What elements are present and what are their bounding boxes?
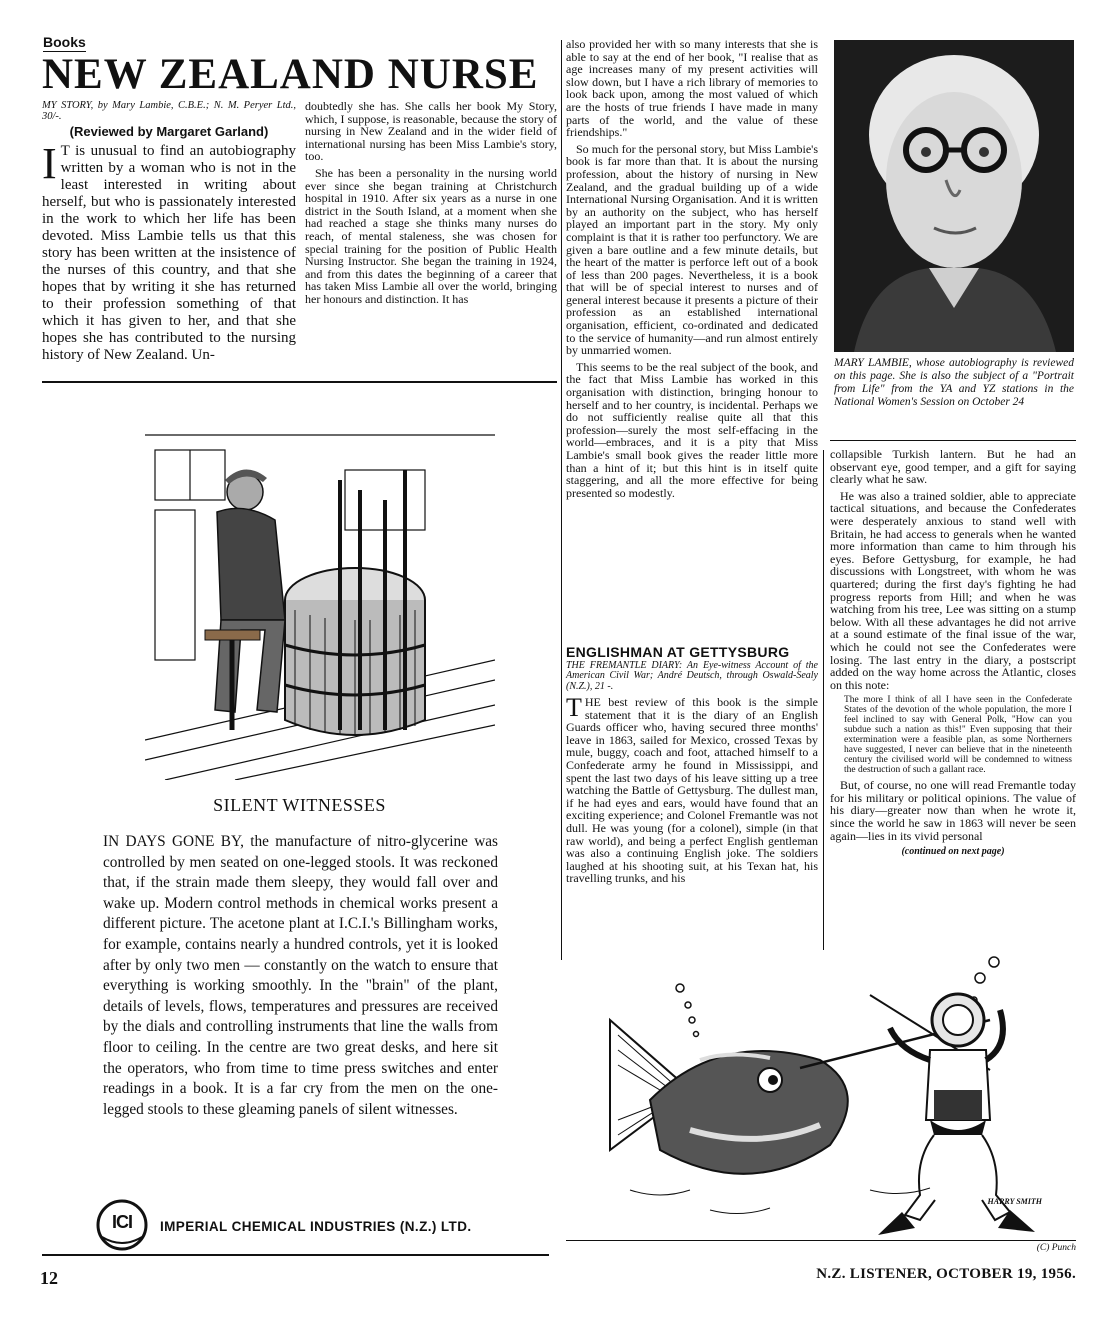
column-rule: [823, 450, 824, 950]
drop-cap: I: [42, 138, 57, 188]
drop-cap: T: [566, 693, 582, 723]
caption-rule: [830, 440, 1076, 441]
continued-note: (continued on next page): [901, 846, 1005, 858]
paragraph: So much for the personal story, but Miss Lambie's book is far more than that. It is about the nursing profession, about the history of nursing in New Zealand, and the gradual building up of a wide International Nursing Organisation. And it is written by an authority on the subject, who has herself played an important part in the story. My only complaint is that it is rather too perfunctory. We are given a bare outline and a few minute details, but the heart of the matter is perforce left out of a book of less than 200 pages. Nevertheless, it is a book that will be of special interest to nurses and of general interest because it presents a picture of their profession as an established international organisation, efficient, co-ordinated and dedicated to the service of humanity—and run almost entirely by unmarried women.: [566, 141, 818, 358]
ad-title: SILENT WITNESSES: [213, 795, 386, 815]
reviewer-credit: (Reviewed by Margaret Garland): [69, 124, 269, 139]
portrait-photo: [834, 40, 1074, 352]
paragraph: This seems to be the real subject of the book, and the fact that Miss Lambie has worked in this organisation with distinction, bringing honour to herself and to her country, is incidental. Perhaps we do not sufficiently realise quite all that this profession—surely the most self-effacing in the world—embraces, and it is a pity that Miss Lambie's small book gives the reader little more than a hint of it; but this hint is in itself quite staggering, and all the more effective for being presented so modestly.: [566, 359, 818, 500]
photo-caption: MARY LAMBIE, whose autobiography is reviewed on this page. She is also the subject of a "Portrait from Life" from the YA and YZ stations in the National Women's Session on October 24: [834, 357, 1074, 408]
paragraph: also provided her with so many interests that she is able to say at the end of her book, "I realise that as age increases many of my present activities will slow down, but I have a rich library of memories to look back upon, among the most valued of which are the hosts of true friends I have made in many parts of the world, and the value of these friendships.": [566, 37, 818, 140]
cartoonist-signature: HARRY SMITH: [987, 1197, 1042, 1206]
review-column-3: [566, 38, 818, 503]
cartoon: [570, 950, 1076, 1240]
section-label: Books: [43, 34, 86, 50]
review-column-1: [42, 100, 296, 364]
paragraph: But, of course, no one will read Fremantle today for his military or political opinions. The value of his diary—greater now than when he wrote it, since the world he saw in 1863 will never be seen again—lies in its vivid personal: [830, 778, 1076, 843]
review-2-column-1: [566, 646, 818, 885]
review-byline: THE FREMANTLE DIARY: An Eye-witness Account of the American Civil War; André Deutsch, through Oswald-Sealy (N.Z.), 21 -.: [566, 659, 818, 692]
ici-logo-text: ICI: [111, 1212, 132, 1232]
lead-text: HE best review of this book is the simple statement that it is the diary of an English Guards officer who, having secured three months' leave in 1863, sailed for Mexico, crossed Texas by mule, buggy, coach and foot, attached himself to a Confederate army he found in Mississippi, and spent the last two days of his leave sitting up a tree watching the Battle of Gettysburg. The dullest man, if he had eyes and ears, would have found that an exciting experience; and Colonel Fremantle was not dull. He was young (for a colonel), simple (in that raw world), and being a perfect English gentleman was also a continuing English joke. The soldiers laughed at his shooting suit, at his Texan hat, his travelling trunks, and his: [566, 695, 818, 886]
lead-text: T is unusual to find an autobiography written by a woman who is not in the least interested in writing about herself, but who is passionately interested in the work to which her life has been devoted. Miss Lambie tells us that this story has been written at the insistence of the nurses of this country, and that she hopes that by writing it she has returned to their profession something of that which it has given to her, and that she hopes she has contributed to the nursing history of New Zealand. Un-: [42, 142, 296, 363]
worker-illustration: [145, 430, 495, 780]
ici-logo: [96, 1199, 148, 1251]
ad-bottom-rule: [42, 1254, 549, 1256]
ad-body: IN DAYS GONE BY, the manufacture of nitro-glycerine was controlled by men seated on one-legged stools. It was reckoned that, if the strain made them sleepy, they would fall over and wake up. Modern control methods in chemical works present a different picture. The acetone plant at I.C.I.'s Billingham works, for example, contains nearly a hundred controls, yet it is looked after by only two men — constantly on the watch to ensure that everything is working smoothly. In the "brain" of the plant, details of levels, flows, temperatures and pressures are received by the dials and controlling instruments that line the walls from floor to ceiling. In the centre are two great desks, and here sit the operators, who from time to time press switches and enter readings in a book. It is a far cry from the men on the one-legged stools to these gleaming panels of silent witnesses.: [103, 833, 498, 1118]
section-divider: [42, 381, 557, 383]
paragraph: collapsible Turkish lantern. But he had an observant eye, good temper, and a gift for saying clearly what he saw.: [830, 447, 1076, 487]
review-heading: ENGLISHMAN AT GETTYSBURG: [566, 644, 790, 660]
publication-footer: N.Z. LISTENER, OCTOBER 19, 1956.: [816, 1266, 1076, 1282]
review-column-2: [305, 100, 557, 310]
cartoon-bottom-rule: [566, 1240, 1076, 1241]
ad-illustration: [145, 430, 495, 780]
page-number: 12: [40, 1268, 58, 1288]
review-byline: MY STORY, by Mary Lambie, C.B.E.; N. M. Peryer Ltd., 30/-.: [42, 100, 296, 122]
paragraph: She has been a personality in the nursing world ever since she began training at Christchurch hospital in 1910. After six years as a nurse in one district in the South Island, at a moment when she had reached a stage she thinks many nurses do reach, of mental staleness, she was chosen for special training for the position of Public Health Nursing Instructor. She began the training in 1924, and from this dates the beginning of a career that has taken Miss Lambie all over the world, bringing her honours and distinction. It has: [305, 165, 557, 306]
headline: NEW ZEALAND NURSE: [42, 51, 539, 98]
review-2-lead: [566, 693, 818, 886]
column-rule: [561, 40, 562, 960]
paragraph: He was also a trained soldier, able to appreciate tactical situations, and because the Confederates were desperately anxious to stand well with Britain, he had access to generals when he wanted more information than came to him through his eyes. Before Gettysburg, for example, he had discussions with Longstreet, with whom he was quartered; during the first day's fighting he had progress reports from Hill; and when he was watching from his tree, Lee was sitting on a stump below. With all these advantages he did not arrive at a sound estimate of the final issue of the war, which he could not see the Confederates were losing. The last entry in the diary, a postscript added on the way home across the Atlantic, closes on this note:: [830, 488, 1076, 692]
portrait-image: [834, 40, 1074, 352]
review-lead-paragraph: [42, 138, 296, 364]
cartoon-credit: (C) Punch: [1036, 1243, 1076, 1253]
block-quote: The more I think of all I have seen in the Confederate States of the devotion of the whole population, the more I feel inclined to say with General Polk, "How can you subdue such a nation as this!" Even supposing that their extermination were a feasible plan, as some Northerners have suggested, I never can believe that in the nineteenth century the civilised world will be condemned to witness the destruction of such a gallant race.: [844, 695, 1072, 776]
review-2-column-2: [830, 448, 1076, 859]
company-name: IMPERIAL CHEMICAL INDUSTRIES (N.Z.) LTD.: [160, 1219, 472, 1234]
paragraph: doubtedly she has. She calls her book My Story, which, I suppose, is reasonable, because the story of nursing in New Zealand and in the wider field of international nursing has been Miss Lambie's story, too.: [305, 99, 557, 164]
